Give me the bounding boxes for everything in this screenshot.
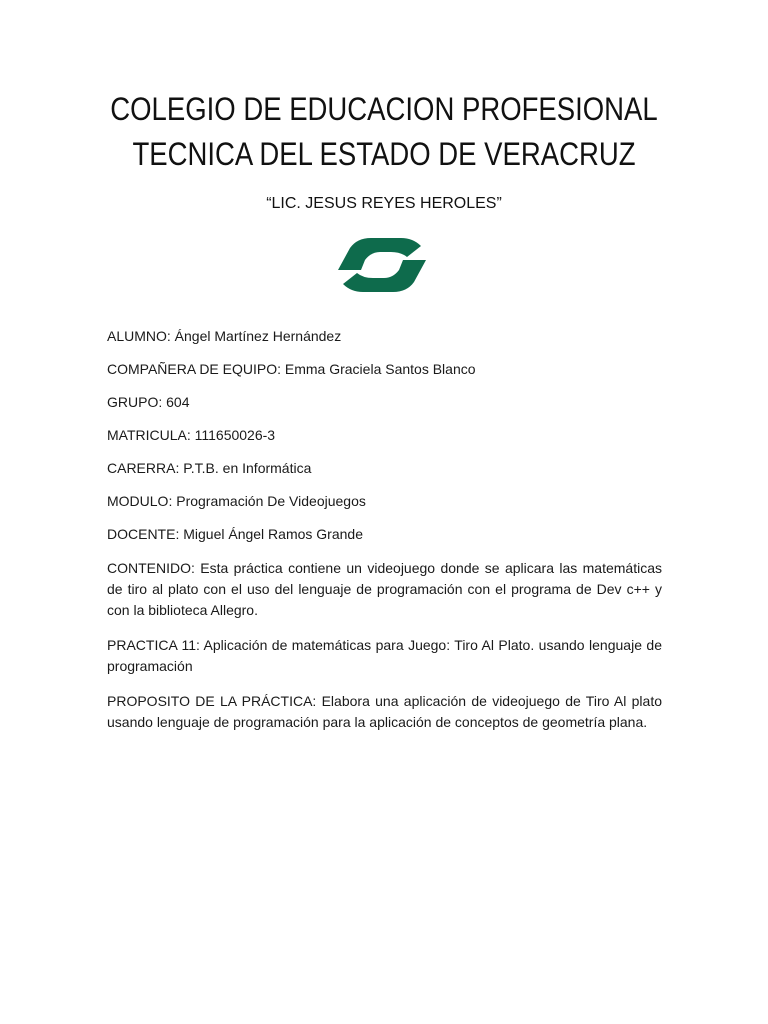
companera-field: COMPAÑERA DE EQUIPO: Emma Graciela Santos Blanco [107,361,476,377]
practica-paragraph: PRACTICA 11: Aplicación de matemáticas para Juego: Tiro Al Plato. usando lenguaje de programación [107,637,662,674]
contenido-paragraph: CONTENIDO: Esta práctica contiene un videojuego donde se aplicara las matemáticas de tiro al plato con el uso del lenguaje de programación con el programa de Dev c++ y con la biblioteca Allegro. [107,560,662,618]
proposito-paragraph: PROPOSITO DE LA PRÁCTICA: Elabora una aplicación de videojuego de Tiro Al plato usando lenguaje de programación para la aplicación de conceptos de geometría plana. [107,693,662,730]
alumno-field: ALUMNO: Ángel Martínez Hernández [107,328,342,344]
matricula-field: MATRICULA: 111650026-3 [107,427,276,443]
carerra-field: CARERRA: P.T.B. en Informática [107,460,312,476]
student-info [107,327,662,747]
docente-field: DOCENTE: Miguel Ángel Ramos Grande [107,526,363,542]
modulo-field: MODULO: Programación De Videojuegos [107,493,366,509]
school-name: “LIC. JESUS REYES HEROLES” [266,195,502,212]
grupo-field: GRUPO: 604 [107,394,190,410]
title-line-2: TECNICA DEL ESTADO DE VERACRUZ [132,136,636,172]
title-line-1: COLEGIO DE EDUCACION PROFESIONAL [110,91,658,127]
conalep-logo-icon [335,236,429,294]
